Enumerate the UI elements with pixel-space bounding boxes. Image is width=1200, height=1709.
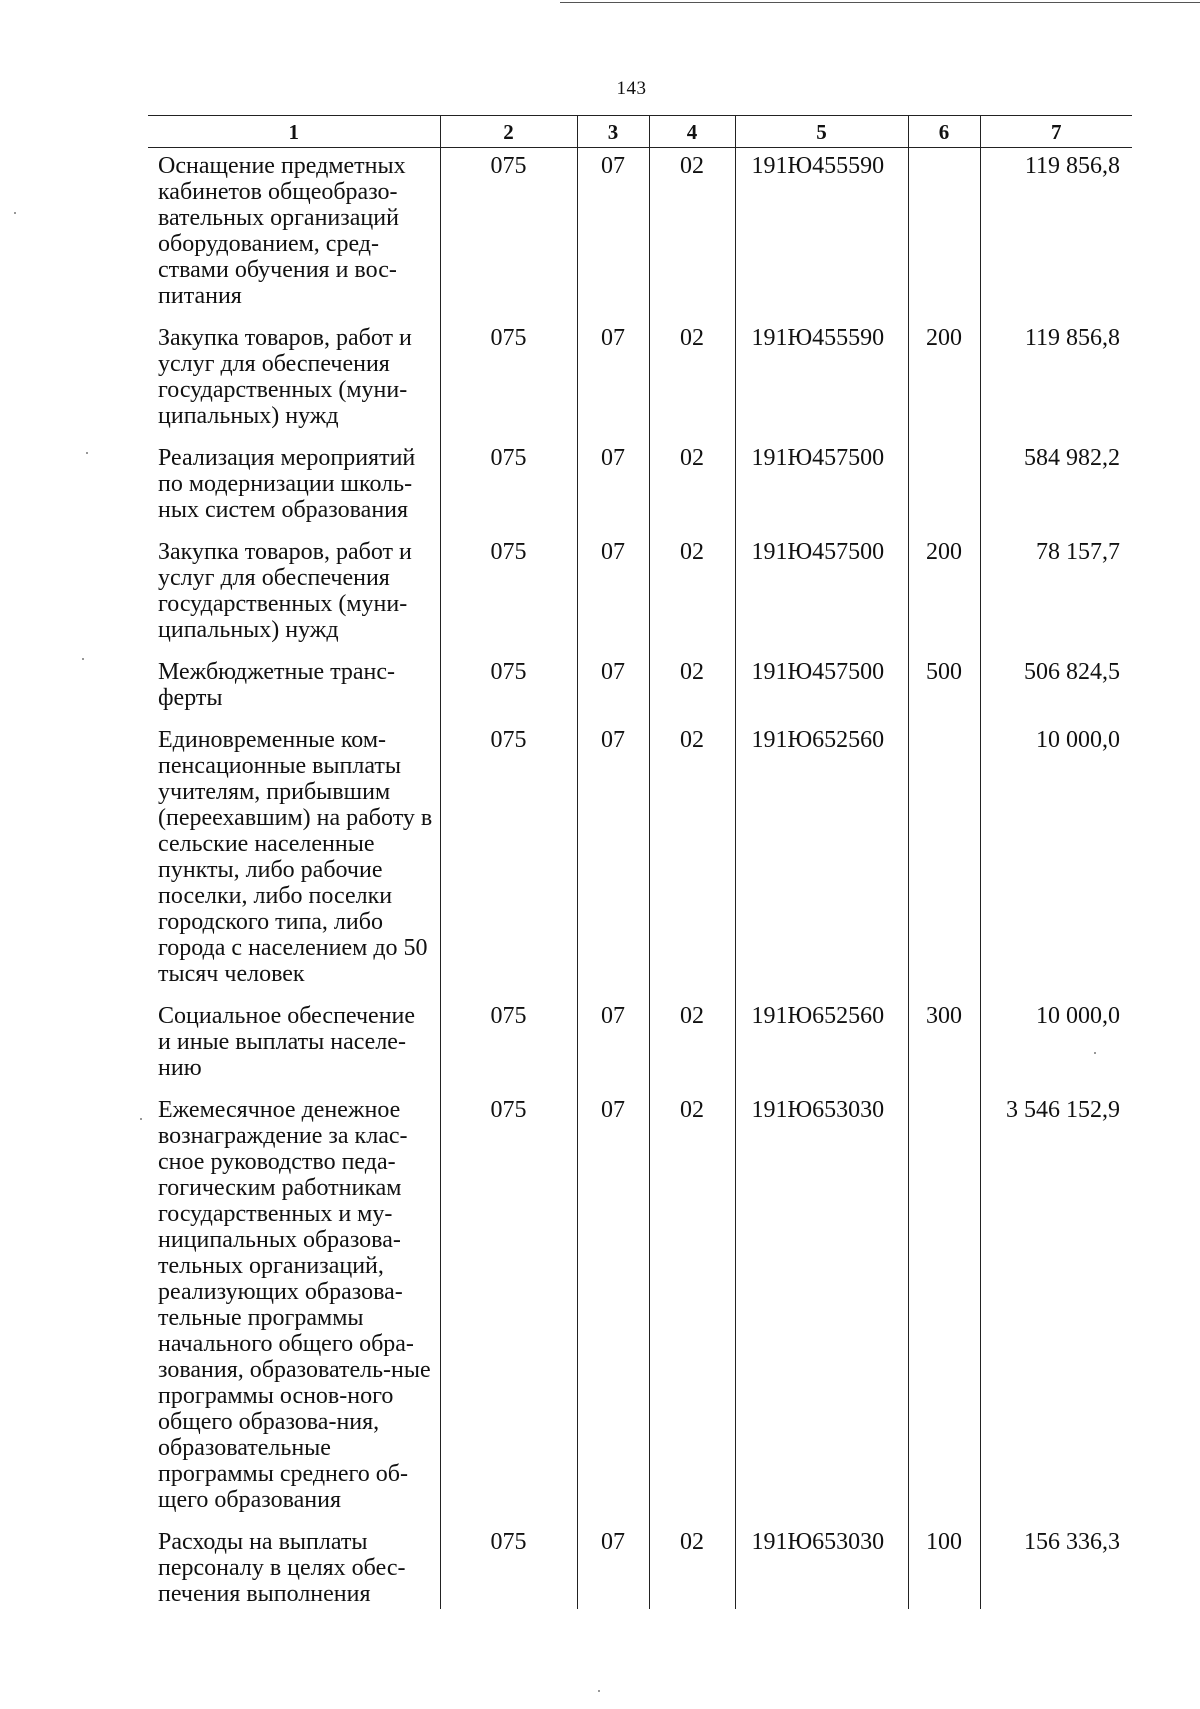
column-header-5: 5 <box>735 116 908 148</box>
scan-speck <box>82 658 84 660</box>
section-code: 07 <box>577 320 649 440</box>
table-row <box>148 440 1132 534</box>
page-number: 143 <box>616 78 647 99</box>
expense-name: Единовременные ком-пенсационные выплаты учителям, прибывшим (переехавшим) на работу в сельские населенные пункты, либо рабочие поселки, либо поселки городского типа, либо города с населением до 50 тысяч человек <box>158 727 433 987</box>
expense-name: Реализация мероприятий по модернизации школь-ных систем образования <box>158 445 416 523</box>
amount-value: 78 157,7 <box>980 534 1132 654</box>
table-row <box>148 148 1132 321</box>
expense-type-code <box>908 440 980 534</box>
expense-type-code: 200 <box>908 320 980 440</box>
table-row <box>148 320 1132 440</box>
subsection-code: 02 <box>649 320 735 440</box>
column-header-3: 3 <box>577 116 649 148</box>
expense-type-code <box>908 722 980 998</box>
amount-value: 584 982,2 <box>980 440 1132 534</box>
grbs-code: 075 <box>440 148 577 321</box>
grbs-code: 075 <box>440 1092 577 1524</box>
expense-name: Расходы на выплаты персоналу в целях обес-печения выполнения <box>158 1529 406 1607</box>
target-article-code: 191Ю455590 <box>735 148 908 321</box>
amount-value: 119 856,8 <box>980 320 1132 440</box>
expense-name: Ежемесячное денежное вознаграждение за клас-сное руководство педа-гогическим работникам государственных и му-ниципальных образова-тельных организаций, реализующих образова-тельные программы начального общего обра-зования, образователь-ные программы основ-ного общего образова-ния, образовательные программы среднего об-щего образования <box>158 1097 431 1513</box>
scan-speck <box>1094 1052 1096 1054</box>
amount-value: 119 856,8 <box>980 148 1132 321</box>
scan-edge-line <box>560 2 1200 3</box>
expense-name: Социальное обеспечение и иные выплаты населе-нию <box>158 1003 416 1081</box>
section-code: 07 <box>577 148 649 321</box>
subsection-code: 02 <box>649 998 735 1092</box>
scan-speck <box>598 1690 600 1692</box>
section-code: 07 <box>577 534 649 654</box>
expense-type-code: 100 <box>908 1524 980 1609</box>
scan-speck <box>86 452 88 454</box>
subsection-code: 02 <box>649 1092 735 1524</box>
amount-value: 10 000,0 <box>980 722 1132 998</box>
amount-value: 10 000,0 <box>980 998 1132 1092</box>
subsection-code: 02 <box>649 1524 735 1609</box>
header-row <box>148 116 1132 148</box>
grbs-code: 075 <box>440 1524 577 1609</box>
expense-type-code <box>908 1092 980 1524</box>
expense-name: Межбюджетные транс-ферты <box>158 659 396 711</box>
expense-type-code: 200 <box>908 534 980 654</box>
table-body <box>148 148 1132 1610</box>
section-code: 07 <box>577 1524 649 1609</box>
table-row <box>148 722 1132 998</box>
scan-speck <box>140 1118 142 1120</box>
grbs-code: 075 <box>440 654 577 722</box>
amount-value: 506 824,5 <box>980 654 1132 722</box>
amount-value: 3 546 152,9 <box>980 1092 1132 1524</box>
budget-table <box>148 115 1132 1609</box>
expense-type-code: 300 <box>908 998 980 1092</box>
expense-name: Оснащение предметных кабинетов общеобразо-вательных организаций оборудованием, сред-ствами обучения и вос-питания <box>158 153 406 309</box>
subsection-code: 02 <box>649 722 735 998</box>
expense-name: Закупка товаров, работ и услуг для обеспечения государственных (муни-ципальных) нужд <box>158 539 412 643</box>
subsection-code: 02 <box>649 148 735 321</box>
column-header-7: 7 <box>980 116 1132 148</box>
grbs-code: 075 <box>440 320 577 440</box>
target-article-code: 191Ю652560 <box>735 722 908 998</box>
section-code: 07 <box>577 998 649 1092</box>
table-row <box>148 654 1132 722</box>
table-row <box>148 998 1132 1092</box>
table-row <box>148 1092 1132 1524</box>
grbs-code: 075 <box>440 440 577 534</box>
subsection-code: 02 <box>649 440 735 534</box>
target-article-code: 191Ю457500 <box>735 440 908 534</box>
target-article-code: 191Ю652560 <box>735 998 908 1092</box>
section-code: 07 <box>577 654 649 722</box>
section-code: 07 <box>577 440 649 534</box>
section-code: 07 <box>577 722 649 998</box>
subsection-code: 02 <box>649 534 735 654</box>
column-header-6: 6 <box>908 116 980 148</box>
target-article-code: 191Ю457500 <box>735 534 908 654</box>
expense-name: Закупка товаров, работ и услуг для обеспечения государственных (муни-ципальных) нужд <box>158 325 412 429</box>
subsection-code: 02 <box>649 654 735 722</box>
amount-value: 156 336,3 <box>980 1524 1132 1609</box>
target-article-code: 191Ю457500 <box>735 654 908 722</box>
column-header-1: 1 <box>148 116 440 148</box>
target-article-code: 191Ю653030 <box>735 1092 908 1524</box>
column-header-4: 4 <box>649 116 735 148</box>
section-code: 07 <box>577 1092 649 1524</box>
table-header <box>148 116 1132 148</box>
grbs-code: 075 <box>440 998 577 1092</box>
expense-type-code <box>908 148 980 321</box>
target-article-code: 191Ю455590 <box>735 320 908 440</box>
scan-speck <box>14 212 16 214</box>
grbs-code: 075 <box>440 722 577 998</box>
table-row <box>148 534 1132 654</box>
table-row <box>148 1524 1132 1609</box>
target-article-code: 191Ю653030 <box>735 1524 908 1609</box>
grbs-code: 075 <box>440 534 577 654</box>
column-header-2: 2 <box>440 116 577 148</box>
expense-type-code: 500 <box>908 654 980 722</box>
